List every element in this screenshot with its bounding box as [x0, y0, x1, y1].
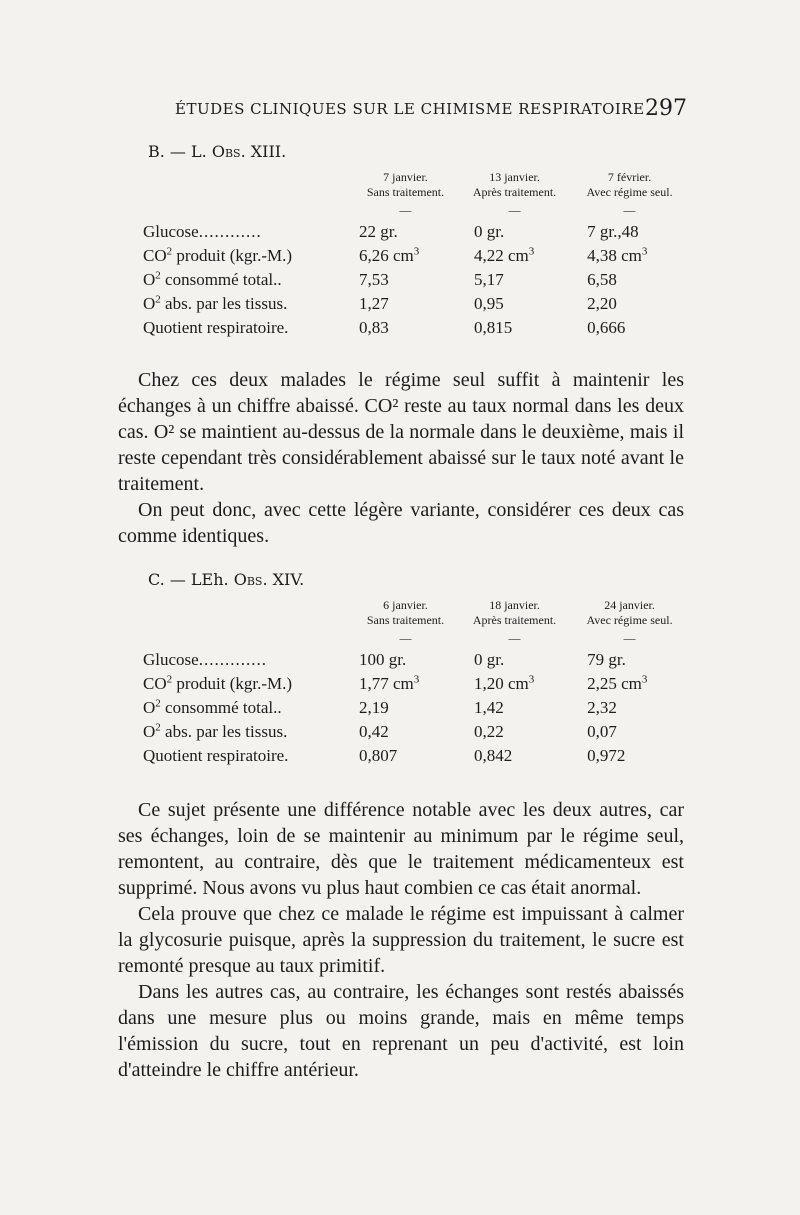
page-header: [135, 96, 685, 126]
running-title: ÉTUDES CLINIQUES SUR LE CHIMISME RESPIRATOIRE: [175, 100, 645, 118]
body-text-2: [118, 797, 684, 1083]
paragraph: Ce sujet présente une différence notable avec les deux autres, car ses échanges, loin de se maintenir au minimum par le régime seul, remontent, au contraire, dès que le traitement médicamenteux est supprimé. Nous avons vu plus haut combien ce cas était anormal.: [118, 799, 684, 899]
table-row: $CO^2$ produit (kgr.-M.) 6,26 $cm^3$ 4,22 $cm^3$ 4,38 $cm^3$: [143, 245, 648, 265]
observation-c-heading: C. — LEh. Obs. XIV.: [148, 570, 305, 589]
table-row: $O^2$ abs. par les tissus. 0,42 0,22 0,07: [143, 721, 617, 741]
observation-b-heading: B. — L. Obs. XIII.: [148, 142, 287, 161]
column-dash: —: [399, 631, 412, 645]
column-dash: —: [623, 203, 636, 217]
column-dash: —: [508, 631, 521, 645]
paragraph: Dans les autres cas, au contraire, les échanges sont restés abaissés dans une mesure plus ou moins grande, mais en même temps l'émission du sucre, tout en reprenant un peu d'activité, est loin d'atteindre le chiffre antérieur.: [118, 981, 684, 1081]
table-row: Quotient respiratoire. 0,807 0,842 0,972: [143, 746, 626, 765]
column-dash: —: [623, 631, 636, 645]
table-row: $O^2$ consommé total.. 7,53 5,17 6,58: [143, 269, 617, 289]
paragraph: Cela prouve que chez ce malade le régime est impuissant à calmer la glycosurie puisque, après la suppression du traitement, le sucre est remonté presque au taux primitif.: [118, 903, 684, 977]
table-row: $O^2$ consommé total.. 2,19 1,42 2,32: [143, 697, 617, 717]
table-row: Glucose............. 100 gr. 0 gr. 79 gr.: [143, 650, 626, 669]
column-dash: —: [508, 203, 521, 217]
column-note: Sans traitement.: [366, 613, 445, 627]
observation-c-table: [143, 598, 688, 768]
column-dash: —: [399, 203, 412, 217]
page-number: 297: [645, 96, 687, 121]
column-date: 24 janvier.: [604, 598, 655, 612]
column-note: Avec régime seul.: [586, 185, 673, 199]
table-row: $O^2$ abs. par les tissus. 1,27 0,95 2,20: [143, 293, 617, 313]
column-date: 7 février.: [607, 170, 652, 184]
column-date: 6 janvier.: [383, 598, 428, 612]
body-text-1: [118, 367, 684, 549]
table-row: $CO^2$ produit (kgr.-M.) 1,77 $cm^3$ 1,20 $cm^3$ 2,25 $cm^3$: [143, 673, 648, 693]
observation-b-table: [143, 170, 688, 340]
paragraph: Chez ces deux malades le régime seul suffit à maintenir les échanges à un chiffre abaissé. CO² reste au taux normal dans les deux cas. O² se maintient au-dessus de la normale dans le deuxième, mais il reste cependant très considérablement abaissé sur le taux noté avant le traitement.: [118, 369, 684, 495]
column-date: 7 janvier.: [383, 170, 428, 184]
column-note: Avec régime seul.: [586, 613, 673, 627]
column-date: 13 janvier.: [489, 170, 540, 184]
table-row: Glucose............ 22 gr. 0 gr. 7 gr.,48: [143, 222, 639, 241]
table-row: Quotient respiratoire. 0,83 0,815 0,666: [143, 318, 626, 337]
column-note: Après traitement.: [472, 185, 557, 199]
column-note: Après traitement.: [472, 613, 557, 627]
column-note: Sans traitement.: [366, 185, 445, 199]
column-date: 18 janvier.: [489, 598, 540, 612]
paragraph: On peut donc, avec cette légère variante, considérer ces deux cas comme identiques.: [118, 499, 684, 547]
